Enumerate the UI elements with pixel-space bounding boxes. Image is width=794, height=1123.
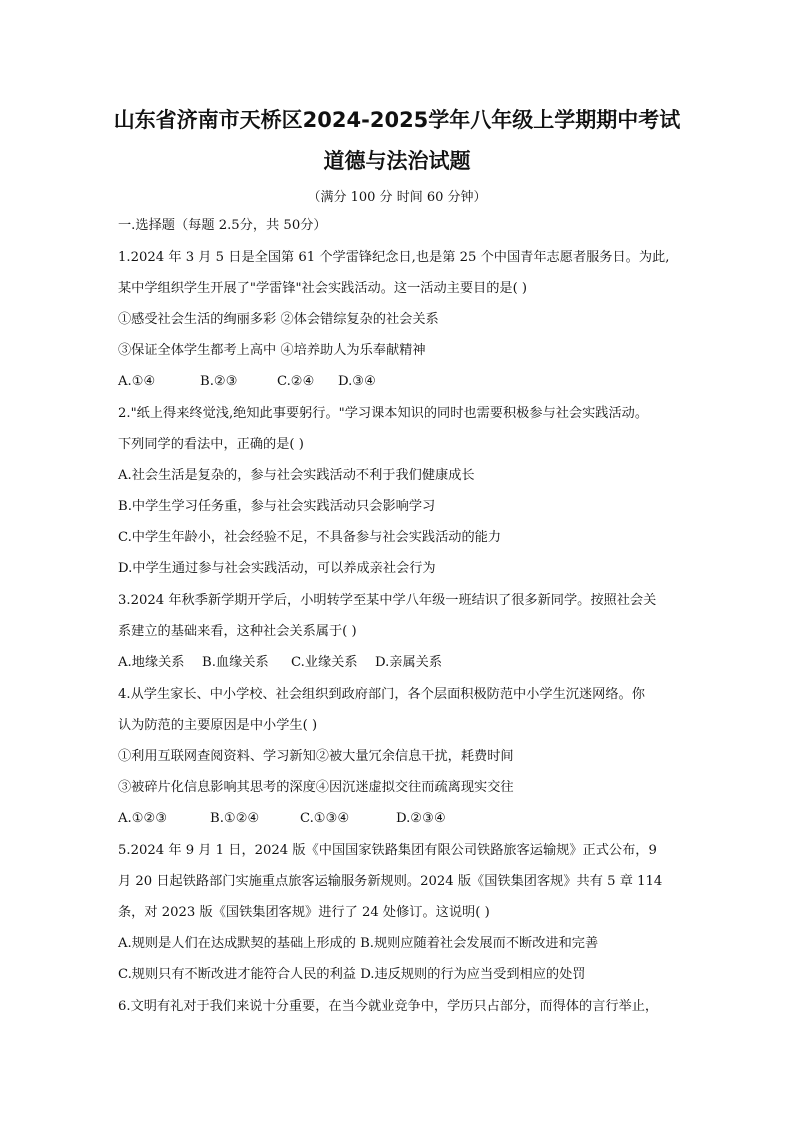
q4-option-a[interactable]: A.①②③ xyxy=(118,811,168,826)
q1-options xyxy=(118,372,376,392)
q1-statement-2: ③保证全体学生都考上高中 ④培养助人为乐奉献精神 xyxy=(118,343,426,358)
q1-option-c[interactable]: C.②④ xyxy=(277,374,315,389)
q5-stem-line-1: 5.2024 年 9 月 1 日，2024 版《中国国家铁路集团有限公司铁路旅客运输规》正式公布，9 xyxy=(118,843,657,858)
q3-option-d[interactable]: D.亲属关系 xyxy=(375,655,443,670)
q5-stem-line-2: 月 20 日起铁路部门实施重点旅客运输服务新规则。2024 版《国铁集团客规》共有 5 章 114 xyxy=(118,874,663,889)
q4-stem-line-1: 4.从学生家长、中小学校、社会组织到政府部门，各个层面积极防范中小学生沉迷网络。你 xyxy=(118,687,645,702)
q4-statement-2: ③被碎片化信息影响其思考的深度④因沉迷虚拟交往而疏离现实交往 xyxy=(118,780,514,795)
q4-stem-line-2: 认为防范的主要原因是中小学生( ) xyxy=(118,718,318,733)
q1-option-d[interactable]: D.③④ xyxy=(338,374,376,389)
q5-options-row-2[interactable]: C.规则只有不断改进才能符合人民的利益 D.违反规则的行为应当受到相应的处罚 xyxy=(118,967,586,982)
q2-option-c[interactable]: C.中学生年龄小，社会经验不足，不具备参与社会实践活动的能力 xyxy=(118,530,502,545)
q2-stem-line-1: 2."纸上得来终觉浅,绝知此事要躬行。"学习课本知识的同时也需要积极参与社会实践活动。 xyxy=(118,406,649,421)
q3-stem-line-1: 3.2024 年秋季新学期开学后，小明转学至某中学八年级一班结识了很多新同学。按照社会关 xyxy=(118,593,657,608)
q4-option-b[interactable]: B.①②④ xyxy=(210,811,260,826)
q2-option-a[interactable]: A.社会生活是复杂的，参与社会实践活动不利于我们健康成长 xyxy=(118,468,475,483)
q5-options-row-1[interactable]: A.规则是人们在达成默契的基础上形成的 B.规则应随着社会发展而不断改进和完善 xyxy=(118,936,599,951)
q3-option-b[interactable]: B.血缘关系 xyxy=(202,655,269,670)
q4-options xyxy=(118,809,446,829)
q3-option-c[interactable]: C.业缘关系 xyxy=(291,655,358,670)
q3-stem-line-2: 系建立的基础来看，这种社会关系属于( ) xyxy=(118,624,357,639)
q2-option-b[interactable]: B.中学生学习任务重，参与社会实践活动只会影响学习 xyxy=(118,499,436,514)
exam-title: 山东省济南市天桥区2024-2025学年八年级上学期期中考试 xyxy=(113,108,681,132)
q1-option-b[interactable]: B.②③ xyxy=(200,374,238,389)
section-heading: 一.选择题（每题 2.5分，共 50分） xyxy=(118,218,327,233)
exam-subtitle: 道德与法治试题 xyxy=(323,149,471,173)
q4-option-d[interactable]: D.②③④ xyxy=(396,811,446,826)
q5-stem-line-3: 条，对 2023 版《国铁集团客规》进行了 24 处修订。这说明( ) xyxy=(118,905,490,920)
q1-option-a[interactable]: A.①④ xyxy=(118,374,156,389)
q3-option-a[interactable]: A.地缘关系 xyxy=(118,655,185,670)
q1-stem-line-2: 某中学组织学生开展了"学雷锋"社会实践活动。这一活动主要目的是( ) xyxy=(118,281,528,296)
q2-stem-line-2: 下列同学的看法中，正确的是( ) xyxy=(118,437,304,452)
exam-meta: （满分 100 分 时间 60 分钟） xyxy=(307,190,487,205)
q3-options xyxy=(118,653,442,673)
q2-option-d[interactable]: D.中学生通过参与社会实践活动，可以养成亲社会行为 xyxy=(118,561,436,576)
q1-stem-line-1: 1.2024 年 3 月 5 日是全国第 61 个学雷锋纪念日,也是第 25 个中国青年志愿者服务日。为此, xyxy=(118,250,670,265)
q4-statement-1: ①利用互联网查阅资料、学习新知②被大量冗余信息干扰，耗费时间 xyxy=(118,749,514,764)
q1-statement-1: ①感受社会生活的绚丽多彩 ②体会错综复杂的社会关系 xyxy=(118,312,439,327)
q4-option-c[interactable]: C.①③④ xyxy=(300,811,350,826)
q6-stem-line-1: 6.文明有礼对于我们来说十分重要，在当今就业竞争中，学历只占部分，而得体的言行举止， xyxy=(118,999,659,1014)
